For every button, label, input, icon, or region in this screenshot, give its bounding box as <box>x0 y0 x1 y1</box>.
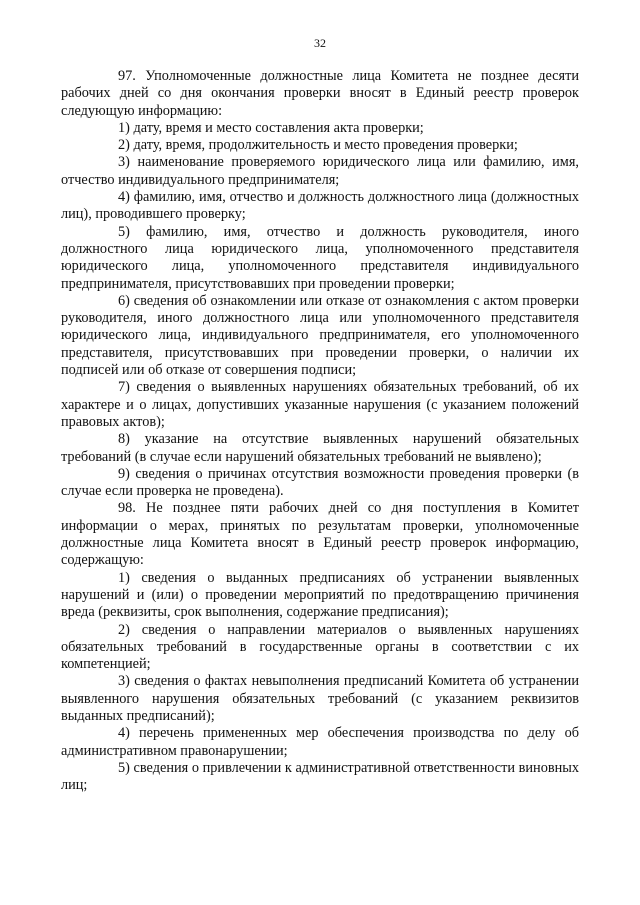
list-item-97-8: 8) указание на отсутствие выявленных нарушений обязательных требований (в случае если нарушений обязательных требований не выявлено); <box>61 431 579 465</box>
document-body <box>61 68 579 794</box>
paragraph-98-intro: 98. Не позднее пяти рабочих дней со дня поступления в Комитет информации о мерах, принятых по результатам проверки, уполномоченные должностные лица Комитета вносят в Единый реестр проверок информацию, содержащую: <box>61 500 579 569</box>
list-item-97-7: 7) сведения о выявленных нарушениях обязательных требований, об их характере и о лицах, допустивших указанные нарушения (с указанием положений правовых актов); <box>61 379 579 430</box>
list-item-97-3: 3) наименование проверяемого юридического лица или фамилию, имя, отчество индивидуального предпринимателя; <box>61 154 579 188</box>
list-item-97-9: 9) сведения о причинах отсутствия возможности проведения проверки (в случае если проверка не проведена). <box>61 465 579 500</box>
list-item-98-3: 3) сведения о фактах невыполнения предписаний Комитета об устранении выявленного нарушения обязательных требований (с указанием реквизитов выданных предписаний); <box>61 673 579 724</box>
list-item-98-2: 2) сведения о направлении материалов о выявленных нарушениях обязательных требований в государственные органы в соответствии с их компетенцией; <box>61 621 579 673</box>
page-number: 32 <box>314 36 326 50</box>
list-item-98-4: 4) перечень примененных мер обеспечения производства по делу об административном правонарушении; <box>61 725 579 759</box>
list-item-97-6: 6) сведения об ознакомлении или отказе от ознакомления с актом проверки руководителя, иного должностного лица или уполномоченного представителя юридического лица, индивидуального предпринимателя, его уполномоченного представителя, присутствовавших при проведении проверки, о наличии их подписей или об отказе от совершения подписи; <box>61 292 579 379</box>
list-item-98-1: 1) сведения о выданных предписаниях об устранении выявленных нарушений и (или) о проведении мероприятий по предотвращению причинения вреда (реквизиты, срок выполнения, содержание предписания); <box>61 569 579 621</box>
list-item-97-4: 4) фамилию, имя, отчество и должность должностного лица (должностных лиц), проводившего проверку; <box>61 189 579 223</box>
paragraph-97-intro: 97. Уполномоченные должностные лица Комитета не позднее десяти рабочих дней со дня окончания проверки вносят в Единый реестр проверок следующую информацию: <box>61 68 579 119</box>
list-item-97-1: 1) дату, время и место составления акта проверки; <box>118 119 424 136</box>
list-item-97-5: 5) фамилию, имя, отчество и должность руководителя, иного должностного лица юридического лица, уполномоченного представителя юридического лица, уполномоченного представителя индивидуального предпринимателя, присутствовавших при проведении проверки; <box>61 223 579 292</box>
list-item-97-2: 2) дату, время, продолжительность и место проведения проверки; <box>118 137 518 154</box>
list-item-98-5: 5) сведения о привлечении к административной ответственности виновных лиц; <box>61 759 579 794</box>
